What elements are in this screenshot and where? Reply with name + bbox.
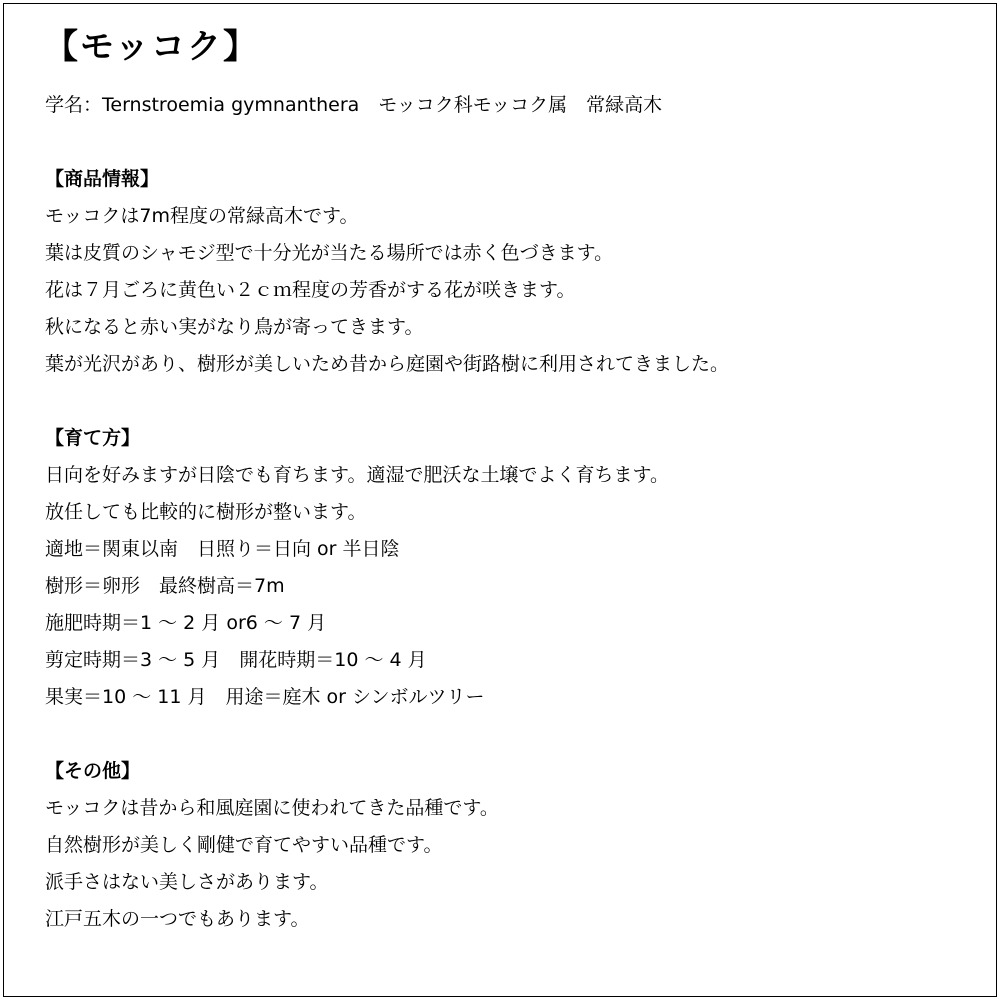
product-info-line: 花は７月ごろに黄色い２ｃｍ程度の芳香がする花が咲きます。 <box>45 279 576 301</box>
other-line: 自然樹形が美しく剛健で育てやすい品種です。 <box>45 834 443 856</box>
other-heading: 【その他】 <box>45 760 141 782</box>
care-line: 放任しても比較的に樹形が整います。 <box>45 501 367 523</box>
other-line: 派手さはない美しさがあります。 <box>45 871 329 893</box>
other-line: 江戸五木の一つでもあります。 <box>45 908 310 930</box>
care-heading: 【育て方】 <box>45 427 141 449</box>
care-line: 果実＝10 ～ 11 月 用途＝庭木 or シンボルツリー <box>45 686 485 708</box>
product-info-line: 葉は皮質のシャモジ型で十分光が当たる場所では赤く色づきます。 <box>45 242 614 264</box>
care-line: 施肥時期＝1 ～ 2 月 or6 ～ 7 月 <box>45 612 327 634</box>
care-line: 剪定時期＝3 ～ 5 月 開花時期＝10 ～ 4 月 <box>45 649 427 671</box>
product-info-line: 葉が光沢があり、樹形が美しいため昔から庭園や街路樹に利用されてきました。 <box>45 353 730 375</box>
product-info-line: 秋になると赤い実がなり鳥が寄ってきます。 <box>45 316 424 338</box>
care-line: 適地＝関東以南 日照り＝日向 or 半日陰 <box>45 538 400 560</box>
scientific-name-line: 学名：Ternstroemia gymnanthera モッコク科モッコク属 常緑高木 <box>45 94 663 116</box>
care-line: 樹形＝卵形 最終樹高＝7m <box>45 575 285 597</box>
care-line: 日向を好みますが日陰でも育ちます。適湿で肥沃な土壌でよく育ちます。 <box>45 464 669 486</box>
product-description-page <box>3 3 997 997</box>
product-info-line: モッコクは7m程度の常緑高木です。 <box>45 205 359 227</box>
other-line: モッコクは昔から和風庭園に使われてきた品種です。 <box>45 797 499 819</box>
page-title: 【モッコク】 <box>44 27 259 67</box>
product-info-heading: 【商品情報】 <box>45 168 160 190</box>
